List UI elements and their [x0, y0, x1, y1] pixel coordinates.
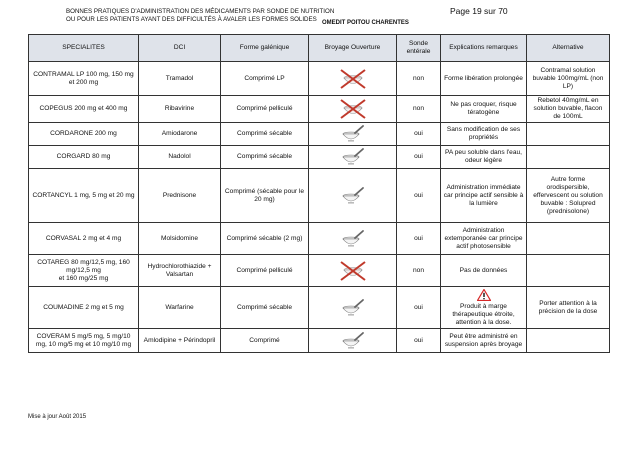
cell-sonde	[397, 96, 441, 123]
cell-specialite-text: COPEGUS 200 mg et 400 mg	[39, 105, 128, 112]
cell-alternative	[527, 223, 610, 255]
table-row	[29, 223, 610, 255]
table-row	[29, 329, 610, 353]
cell-alternative	[527, 329, 610, 353]
cell-dci-text: Ribavirine	[164, 105, 195, 112]
crossed-mortar-icon	[338, 69, 368, 89]
cell-alternative-text: Autre forme orodispersible, effervescent ou solution buvable : Solupred (prednisolone)	[533, 175, 603, 215]
cell-explication-text: Administration extemporanée car principe actif photosensible	[444, 226, 523, 250]
cell-dci-text: Prednisone	[162, 191, 197, 199]
cell-broyage	[309, 123, 397, 146]
cell-explication	[441, 329, 527, 353]
table-row	[29, 62, 610, 96]
cell-alternative-text: Rebetol 40mg/mL en solution buvable, flacon de 100mL	[533, 97, 603, 120]
mortar-pestle-icon	[338, 147, 368, 167]
cell-forme	[221, 287, 309, 329]
cell-sonde-text: oui	[414, 303, 423, 311]
cell-alternative	[527, 123, 610, 146]
col-header-sonde: Sonde entérale	[397, 35, 441, 62]
cell-specialite-text: COVERAM 5 mg/5 mg, 5 mg/10 mg, 10 mg/5 mg et 10 mg/10 mg	[35, 332, 132, 348]
cell-explication	[441, 123, 527, 146]
cell-forme-text: Comprimé pelliculé	[236, 105, 293, 112]
cell-sonde	[397, 223, 441, 255]
cell-alternative	[527, 146, 610, 169]
cell-forme	[221, 223, 309, 255]
cell-sonde	[397, 146, 441, 169]
cell-alternative-text: Contramal solution buvable 100mg/mL (non LP)	[532, 66, 604, 90]
cell-dci-text: Hydrochlorothiazide + Valsartan	[147, 262, 212, 278]
cell-specialite	[29, 223, 139, 255]
cell-sonde	[397, 169, 441, 223]
col-header-forme: Forme galénique	[221, 35, 309, 62]
cell-explication	[441, 146, 527, 169]
cell-sonde	[397, 62, 441, 96]
cell-explication	[441, 96, 527, 123]
cell-sonde	[397, 329, 441, 353]
cell-explication-text: Sans modification de ses propriétés	[446, 126, 521, 141]
col-header-dci: DCI	[139, 35, 221, 62]
crossed-mortar-icon	[338, 261, 368, 281]
cell-specialite	[29, 96, 139, 123]
cell-sonde-text: oui	[414, 234, 423, 242]
mortar-pestle-icon	[338, 298, 368, 318]
cell-specialite-text: CORDARONE 200 mg	[50, 130, 117, 137]
cell-explication-text: Ne pas croquer, risque tératogène	[450, 101, 517, 116]
cell-specialite-text: CORTANCYL 1 mg, 5 mg et 20 mg	[32, 191, 135, 199]
cell-sonde-text: non	[412, 105, 424, 112]
cell-dci	[139, 123, 221, 146]
cell-sonde	[397, 255, 441, 287]
cell-explication-text: PA peu soluble dans l'eau, odeur légère	[444, 149, 523, 164]
cell-dci-text: Warfarine	[165, 303, 194, 311]
table-row	[29, 146, 610, 169]
cell-explication	[441, 287, 527, 329]
cell-sonde-text: oui	[414, 191, 423, 199]
cell-dci-text: Molsidomine	[160, 234, 198, 242]
table-row	[29, 255, 610, 287]
cell-specialite	[29, 123, 139, 146]
table-row	[29, 123, 610, 146]
table-header-row	[29, 35, 610, 62]
cell-sonde-text: non	[412, 74, 424, 82]
cell-explication-text: Pas de données	[459, 266, 508, 274]
cell-explication-text: Administration immédiate car principe actif sensible à la lumière	[443, 183, 524, 207]
header-line-1: BONNES PRATIQUES D'ADMINISTRATION DES MÉDICAMENTS PAR SONDE DE NUTRITION	[66, 8, 335, 15]
cell-forme-text: Comprimé (sécable pour le 20 mg)	[224, 187, 305, 203]
cell-forme	[221, 329, 309, 353]
cell-specialite-text: CORGARD 80 mg	[56, 153, 111, 160]
cell-specialite-text: COUMADINE 2 mg et 5 mg	[43, 303, 124, 311]
cell-specialite	[29, 169, 139, 223]
cell-dci	[139, 329, 221, 353]
cell-dci-text: Nadolol	[168, 153, 191, 160]
cell-alternative	[527, 96, 610, 123]
cell-explication	[441, 169, 527, 223]
cell-forme-text: Comprimé sécable	[237, 153, 292, 160]
cell-forme	[221, 96, 309, 123]
table-row	[29, 287, 610, 329]
cell-sonde	[397, 123, 441, 146]
medication-table	[28, 34, 610, 353]
cell-forme-text: Comprimé LP	[244, 74, 285, 82]
col-header-broyage: Broyage Ouverture	[309, 35, 397, 62]
cell-explication-text: Peut être administré en suspension après broyage	[444, 332, 523, 348]
cell-broyage	[309, 62, 397, 96]
cell-specialite	[29, 287, 139, 329]
cell-forme	[221, 62, 309, 96]
cell-specialite-text: COTAREG 80 mg/12,5 mg, 160 mg/12,5 mg et 160 mg/25 mg	[37, 258, 130, 282]
cell-specialite	[29, 255, 139, 287]
cell-dci-text: Tramadol	[165, 74, 194, 82]
table-row	[29, 96, 610, 123]
cell-dci	[139, 223, 221, 255]
cell-forme-text: Comprimé	[249, 336, 280, 344]
cell-broyage	[309, 96, 397, 123]
mortar-pestle-icon	[338, 186, 368, 206]
cell-forme	[221, 146, 309, 169]
cell-sonde-text: non	[412, 266, 424, 274]
table-body	[29, 62, 610, 353]
update-date: Mise à jour Août 2015	[28, 414, 87, 420]
cell-explication	[441, 255, 527, 287]
cell-dci	[139, 287, 221, 329]
cell-broyage	[309, 287, 397, 329]
cell-explication	[441, 62, 527, 96]
cell-dci-text: Amiodarone	[161, 130, 198, 137]
header-line-2: OU POUR LES PATIENTS AYANT DES DIFFICULTÉS À AVALER LES FORMES SOLIDES	[66, 16, 317, 23]
cell-forme-text: Comprimé sécable	[237, 130, 292, 137]
cell-dci	[139, 62, 221, 96]
cell-dci	[139, 146, 221, 169]
cell-alternative	[527, 287, 610, 329]
cell-broyage	[309, 223, 397, 255]
cell-forme-text: Comprimé sécable	[237, 303, 292, 311]
cell-forme-text: Comprimé sécable (2 mg)	[226, 234, 303, 242]
organization-name: OMEDIT POITOU CHARENTES	[322, 20, 409, 26]
table-row	[29, 169, 610, 223]
cell-sonde-text: oui	[414, 336, 423, 344]
cell-alternative-text: Porter attention à la précision de la dose	[538, 299, 598, 315]
cell-forme-text: Comprimé pelliculé	[236, 266, 293, 274]
cell-dci	[139, 169, 221, 223]
cell-sonde-text: oui	[414, 153, 423, 160]
cell-alternative	[527, 255, 610, 287]
cell-dci-text: Amlodipine + Périndopril	[143, 336, 216, 344]
cell-specialite	[29, 62, 139, 96]
cell-alternative	[527, 62, 610, 96]
cell-broyage	[309, 169, 397, 223]
cell-dci	[139, 255, 221, 287]
cell-alternative	[527, 169, 610, 223]
cell-forme	[221, 255, 309, 287]
cell-broyage	[309, 146, 397, 169]
cell-specialite-text: CORVASAL 2 mg et 4 mg	[45, 234, 122, 242]
crossed-mortar-icon	[338, 99, 368, 119]
cell-explication-text: Produit à marge thérapeutique étroite, attention à la dose.	[452, 302, 515, 326]
warning-triangle-icon	[477, 289, 491, 301]
page-number: Page 19 sur 70	[450, 6, 508, 16]
cell-explication	[441, 223, 527, 255]
cell-broyage	[309, 329, 397, 353]
cell-explication-text: Forme libération prolongée	[444, 74, 523, 82]
cell-broyage	[309, 255, 397, 287]
cell-sonde-text: oui	[414, 130, 423, 137]
col-header-explications: Explications remarques	[441, 35, 527, 62]
cell-specialite	[29, 329, 139, 353]
mortar-pestle-icon	[338, 124, 368, 144]
mortar-pestle-icon	[338, 331, 368, 351]
cell-specialite	[29, 146, 139, 169]
mortar-pestle-icon	[338, 229, 368, 249]
col-header-specialites: SPECIALITES	[29, 35, 139, 62]
cell-sonde	[397, 287, 441, 329]
cell-dci	[139, 96, 221, 123]
cell-forme	[221, 123, 309, 146]
col-header-alternative: Alternative	[527, 35, 610, 62]
cell-specialite-text: CONTRAMAL LP 100 mg, 150 mg et 200 mg	[33, 70, 134, 86]
cell-forme	[221, 169, 309, 223]
